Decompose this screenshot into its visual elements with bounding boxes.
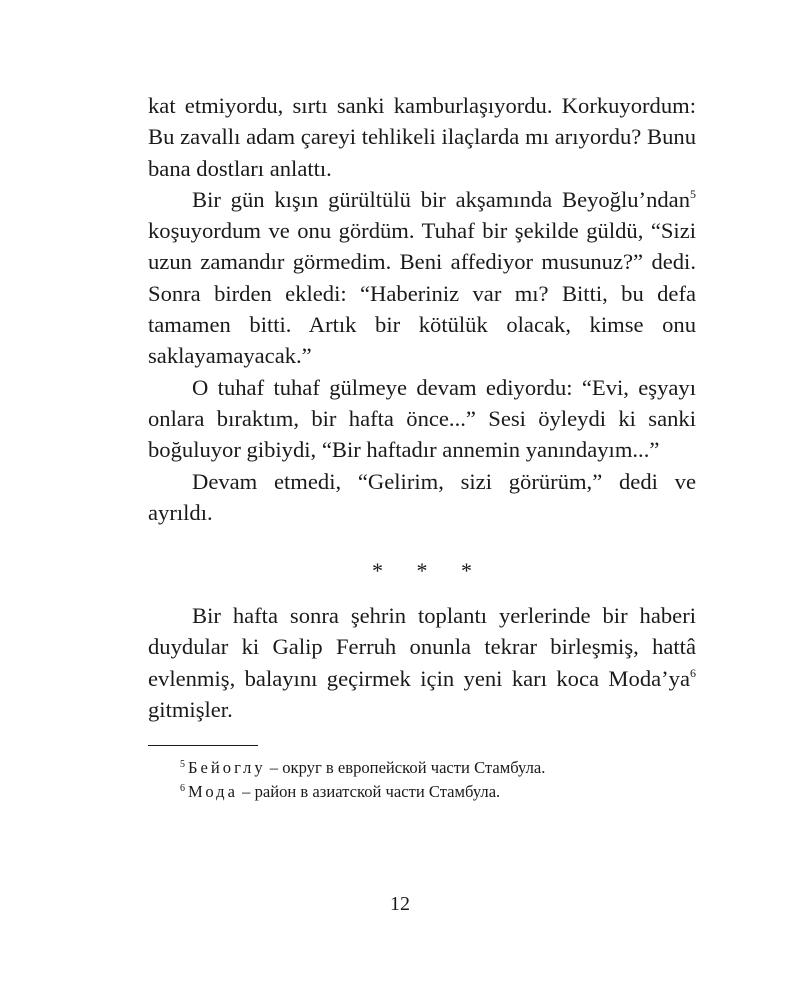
paragraph-2-text-a: Bir gün kışın gürültülü bir akşamında Beyoğlu’ndan [192,186,690,212]
footnote-6 [148,780,696,804]
paragraph-4: Devam etmedi, “Gelirim, sizi görürüm,” dedi ve ayrıldı. [148,468,696,525]
footnote-5-number: 5 [180,759,185,771]
footnote-ref-6: 6 [690,665,696,680]
footnote-divider [148,745,258,746]
footnote-5-term: Бейоглу [188,758,266,778]
footnote-5-text: – округ в европейской части Стамбула. [265,758,546,778]
footnote-6-number: 6 [180,783,185,795]
paragraph-2-text-b: koşuyordum ve onu gördüm. Tuhaf bir şekilde güldü, “Sizi uzun zamandır görmedim. Beni affediyor musunuz?” dedi. Sonra birden ekledi: “Haberiniz var mı? Bitti, bu defa tamamen bitti. Artık bir kötülük olacak, kimse onu saklayamayacak.” [148,218,696,369]
footnote-6-term: Мода [188,782,238,802]
paragraph-5 [148,600,696,725]
paragraph-2 [148,184,696,372]
footnote-6-text: – район в азиатской части Стамбула. [237,782,501,802]
footnote-5 [148,756,696,780]
paragraph-5-text-a: Bir hafta sonra şehrin toplantı yerlerinde bir haberi duydular ki Galip Ferruh onunla tekrar birleşmiş, hattâ evlenmiş, balayını geçirmek için yeni karı koca Moda’ya [148,603,696,691]
footnote-ref-5: 5 [690,186,696,201]
paragraph-1: kat etmiyordu, sırtı sanki kamburlaşıyordu. Korkuyordum: Bu zavallı adam çareyi tehlikeli ilaçlarda mı arıyordu? Bunu bana dostları anlattı. [148,93,696,181]
page-number: 12 [390,893,410,915]
paragraph-3: O tuhaf tuhaf gülmeye devam ediyordu: “Evi, eşyayı onlara bıraktım, bir hafta önce...” Sesi öyleydi ki sanki boğuluyor gibiydi, “Bir haftadır annemin yanındayım...” [148,374,696,463]
page-body [148,90,696,804]
section-separator: * * * [372,558,486,584]
paragraph-5-text-b: gitmişler. [148,697,233,723]
